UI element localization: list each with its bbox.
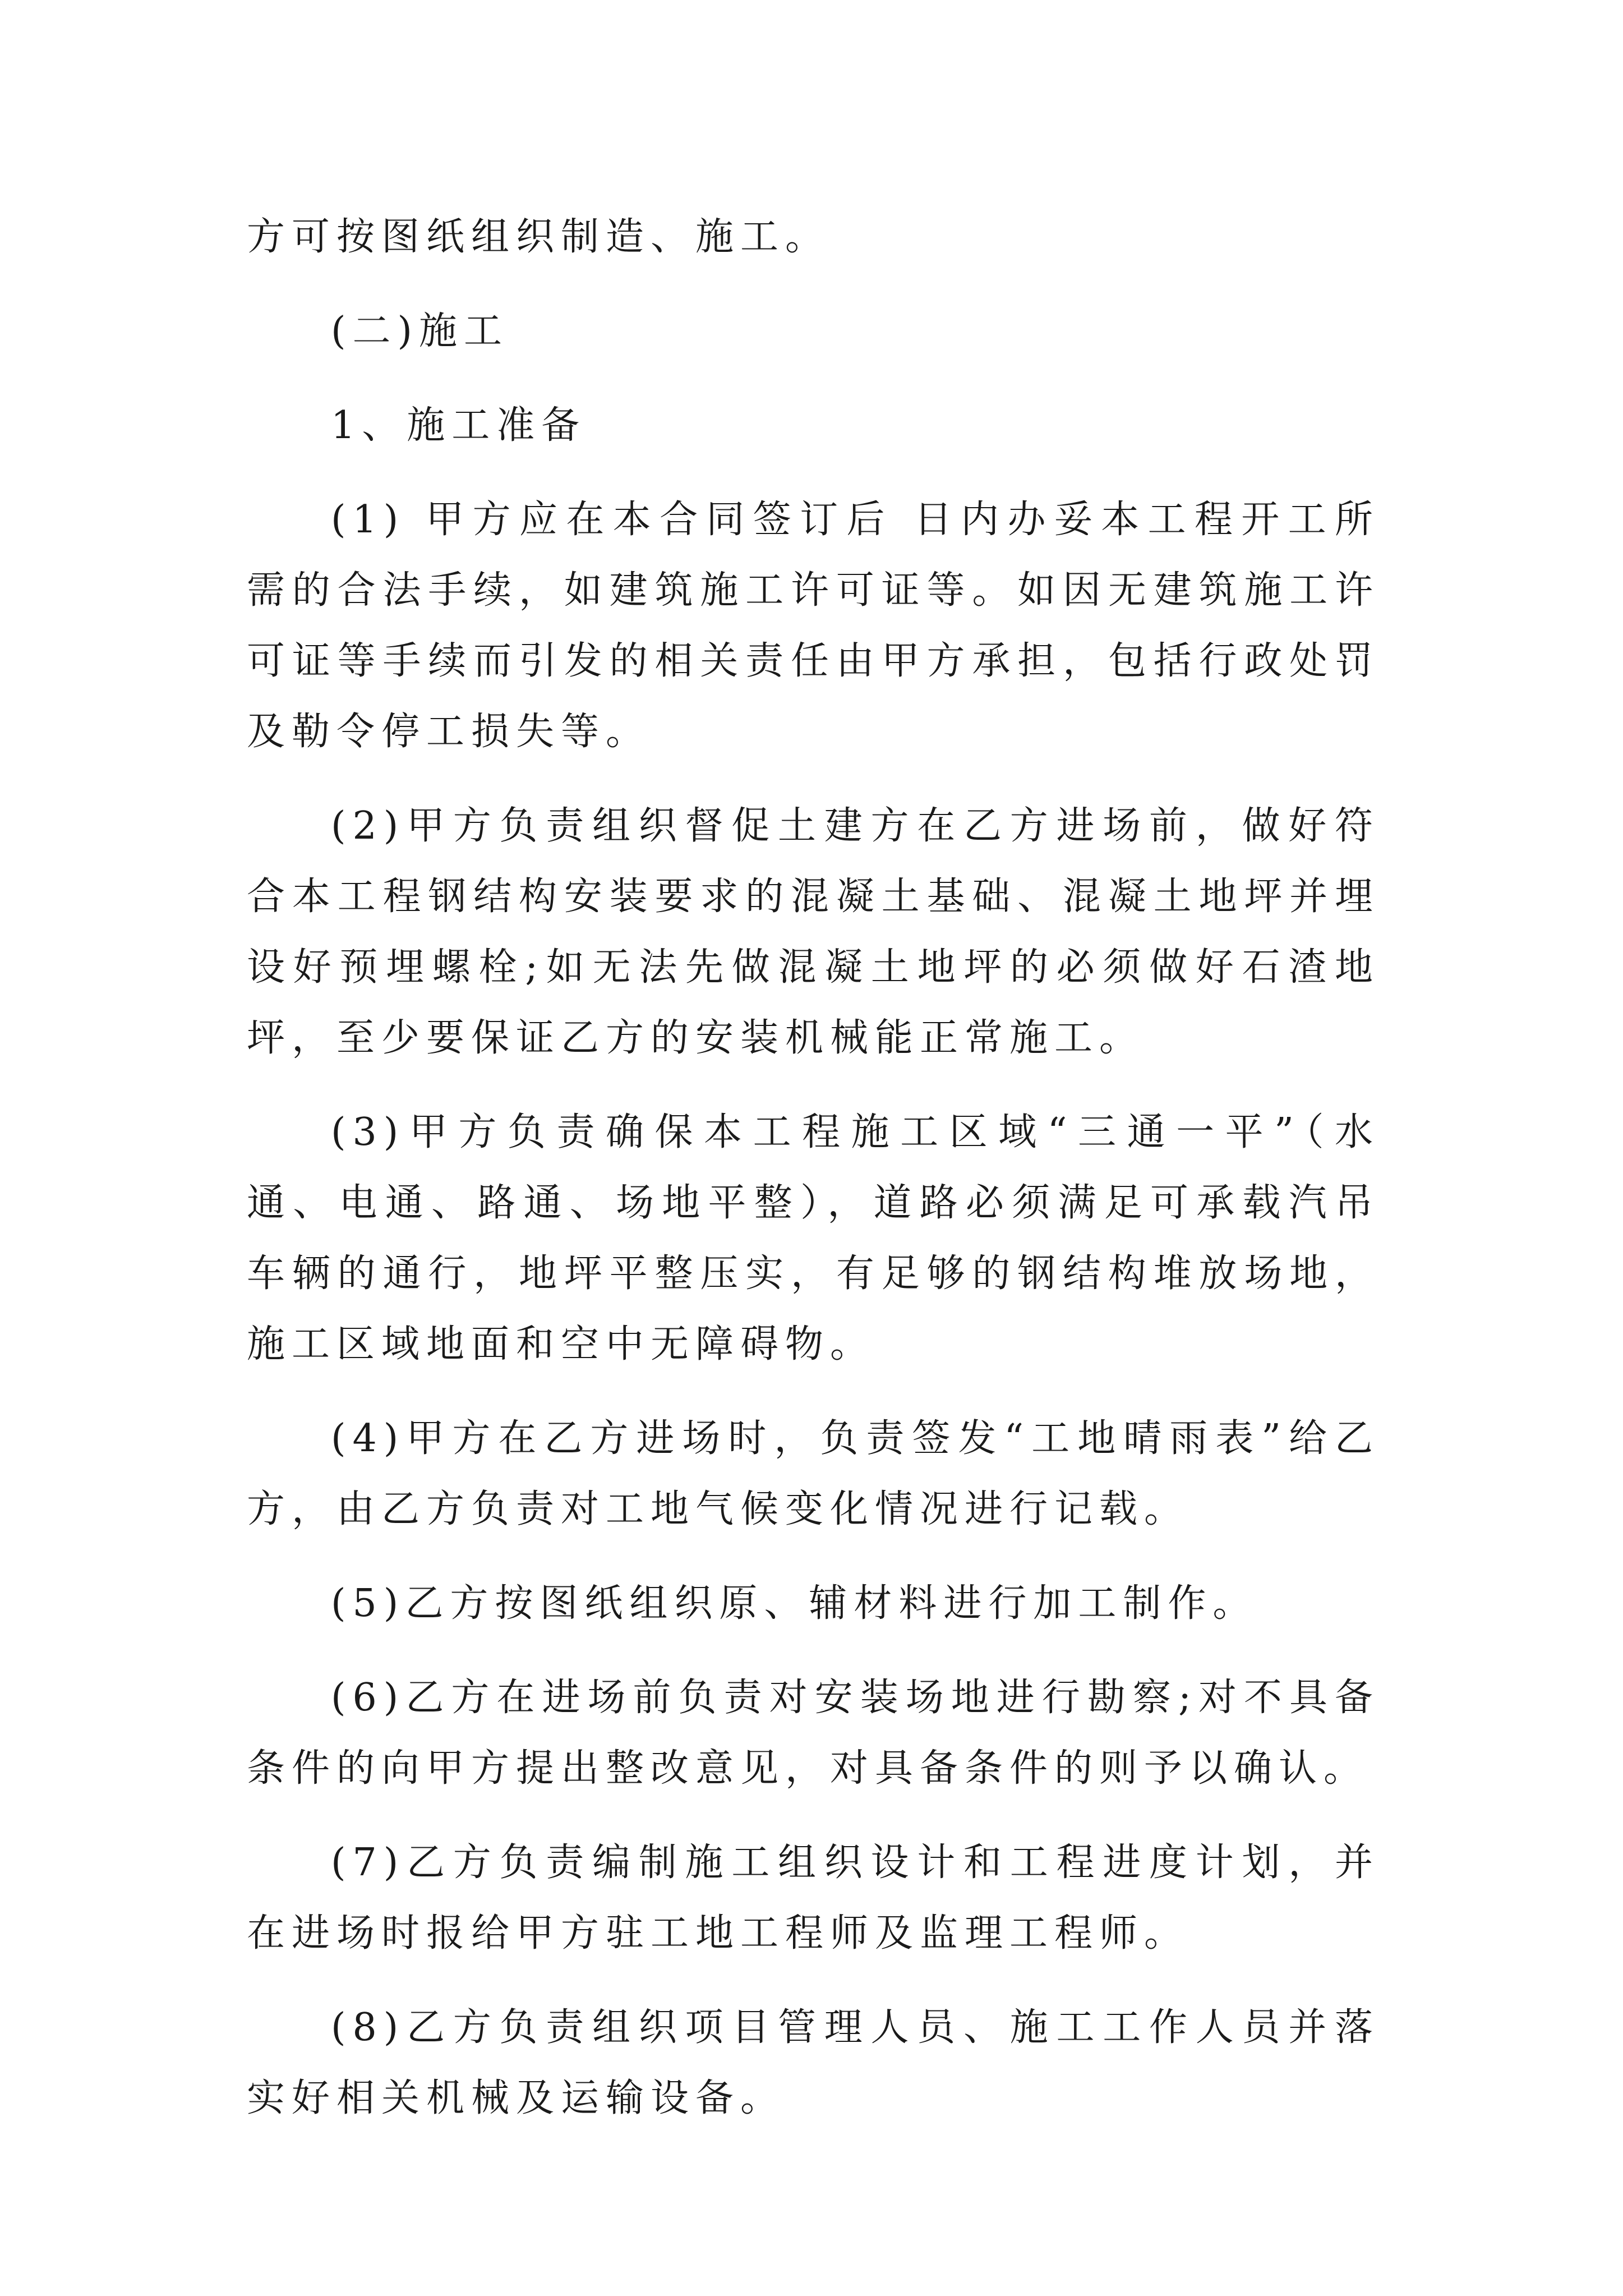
clause-7: (7)乙方负责编制施工组织设计和工程进度计划，并在进场时报给甲方驻工地工程师及监理工程师。 — [247, 1841, 1380, 1955]
clause-4: (4)甲方在乙方进场时，负责签发“工地晴雨表”给乙方，由乙方负责对工地气候变化情况进行记载。 — [247, 1416, 1380, 1531]
document-body — [247, 202, 1380, 2134]
clause-2: (2)甲方负责组织督促土建方在乙方进场前，做好符合本工程钢结构安装要求的混凝土基础、混凝土地坪并埋设好预埋螺栓;如无法先做混凝土地坪的必须做好石渣地坪，至少要保证乙方的安装机械能正常施工。 — [247, 804, 1380, 1060]
clause-1: (1) 甲方应在本合同签订后 日内办妥本工程开工所需的合法手续，如建筑施工许可证等。如因无建筑施工许可证等手续而引发的相关责任由甲方承担，包括行政处罚及勒令停工损失等。 — [247, 498, 1380, 754]
clause-3: (3)甲方负责确保本工程施工区域“三通一平”（水通、电通、路通、场地平整），道路必须满足可承载汽吊车辆的通行，地坪平整压实，有足够的钢结构堆放场地，施工区域地面和空中无障碍物。 — [247, 1110, 1380, 1366]
paragraph-continuation: 方可按图纸组织制造、施工。 — [247, 215, 831, 259]
clause-8: (8)乙方负责组织项目管理人员、施工工作人员并落实好相关机械及运输设备。 — [247, 2005, 1380, 2120]
section-heading-construction: (二)施工 — [331, 309, 509, 353]
clause-6: (6)乙方在进场前负责对安装场地进行勘察;对不具备条件的向甲方提出整改意见，对具备条件的则予以确认。 — [247, 1676, 1380, 1791]
clause-5: (5)乙方按图纸组织原、辅材料进行加工制作。 — [331, 1581, 1258, 1626]
subsection-heading-preparation: 1、施工准备 — [331, 403, 587, 448]
